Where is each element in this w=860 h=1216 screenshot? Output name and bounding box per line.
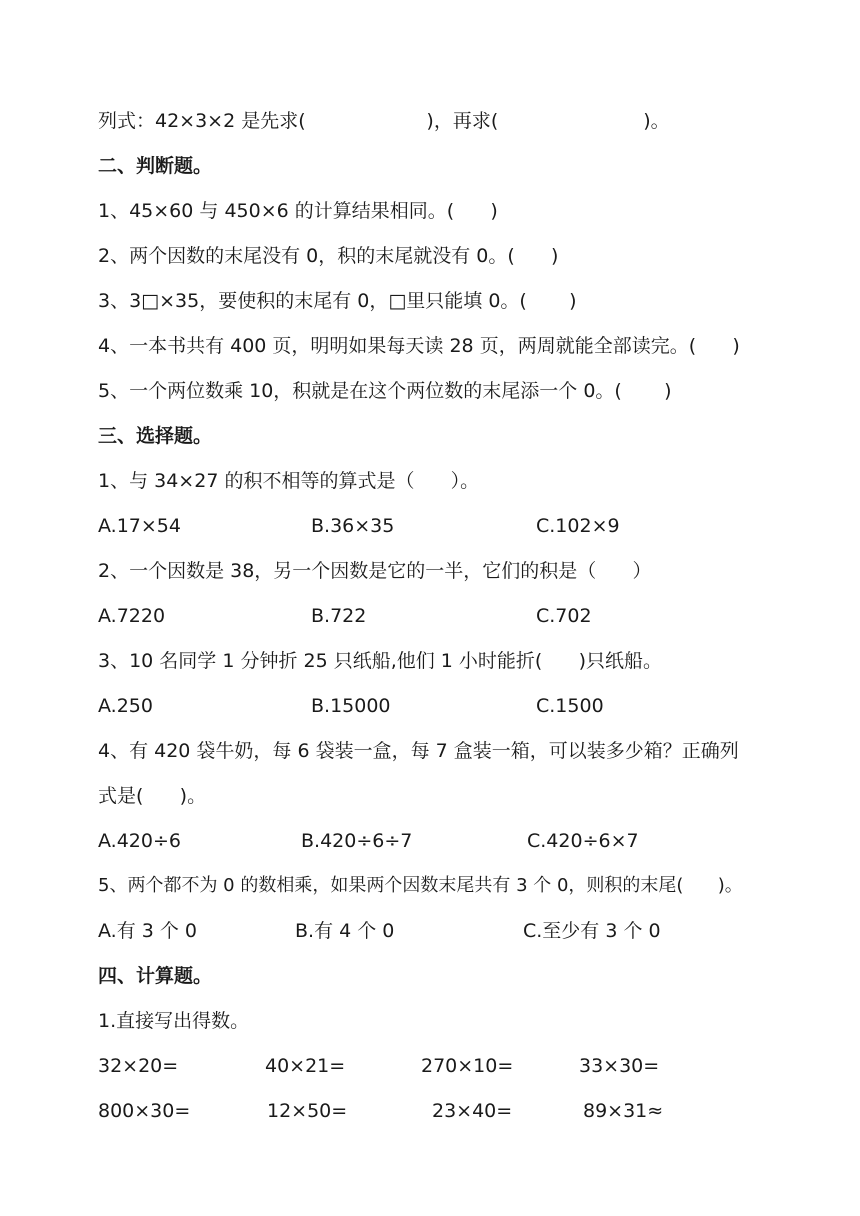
judge-item-1: 1、45×60 与 450×6 的计算结果相同。( ) <box>98 200 498 222</box>
choice-option-a: A.7220 <box>98 605 166 627</box>
calc-item: 12×50= <box>267 1100 348 1122</box>
choice-question-1: 1、与 34×27 的积不相等的算式是（ ）。 <box>98 470 480 492</box>
choice-option-b: B.有 4 个 0 <box>295 920 395 942</box>
choice-option-b: B.36×35 <box>311 515 395 537</box>
choice-option-c: C.702 <box>536 605 592 627</box>
choice-option-b: B.420÷6÷7 <box>301 830 413 852</box>
calc-subheading: 1.直接写出得数。 <box>98 1010 250 1032</box>
calc-item: 23×40= <box>432 1100 513 1122</box>
judge-item-4: 4、一本书共有 400 页，明明如果每天读 28 页，两周就能全部读完。( ) <box>98 335 740 357</box>
choice-option-c: C.1500 <box>536 695 604 717</box>
intro-line: 列式：42×3×2 是先求( )，再求( )。 <box>98 110 670 132</box>
choice-question-4-cont: 式是( )。 <box>98 785 207 807</box>
choice-option-c: C.420÷6×7 <box>527 830 639 852</box>
calc-item: 800×30= <box>98 1100 191 1122</box>
choice-option-b: B.722 <box>311 605 367 627</box>
choice-option-c: C.至少有 3 个 0 <box>523 920 661 942</box>
choice-question-3: 3、10 名同学 1 分钟折 25 只纸船,他们 1 小时能折( )只纸船。 <box>98 650 662 672</box>
calc-item: 32×20= <box>98 1055 179 1077</box>
choice-option-a: A.420÷6 <box>98 830 181 852</box>
choice-option-c: C.102×9 <box>536 515 620 537</box>
choice-question-5: 5、两个都不为 0 的数相乘，如果两个因数末尾共有 3 个 0，则积的末尾( )。 <box>98 875 743 896</box>
calc-item: 270×10= <box>421 1055 514 1077</box>
choice-question-4: 4、有 420 袋牛奶，每 6 袋装一盒，每 7 盒装一箱，可以装多少箱？正确列 <box>98 740 739 762</box>
choice-option-b: B.15000 <box>311 695 391 717</box>
judge-item-5: 5、一个两位数乘 10，积就是在这个两位数的末尾添一个 0。( ) <box>98 380 672 402</box>
section-2-heading: 二、判断题。 <box>98 155 213 177</box>
calc-item: 89×31≈ <box>583 1100 664 1122</box>
judge-item-2: 2、两个因数的末尾没有 0，积的末尾就没有 0。( ) <box>98 245 559 267</box>
section-3-heading: 三、选择题。 <box>98 425 213 447</box>
judge-item-3: 3、3□×35，要使积的末尾有 0，□里只能填 0。( ) <box>98 290 577 312</box>
choice-option-a: A.有 3 个 0 <box>98 920 197 942</box>
calc-item: 40×21= <box>265 1055 346 1077</box>
calc-item: 33×30= <box>579 1055 660 1077</box>
choice-option-a: A.250 <box>98 695 153 717</box>
choice-question-2: 2、一个因数是 38，另一个因数是它的一半，它们的积是（ ） <box>98 560 652 582</box>
section-4-heading: 四、计算题。 <box>98 965 213 987</box>
choice-option-a: A.17×54 <box>98 515 181 537</box>
